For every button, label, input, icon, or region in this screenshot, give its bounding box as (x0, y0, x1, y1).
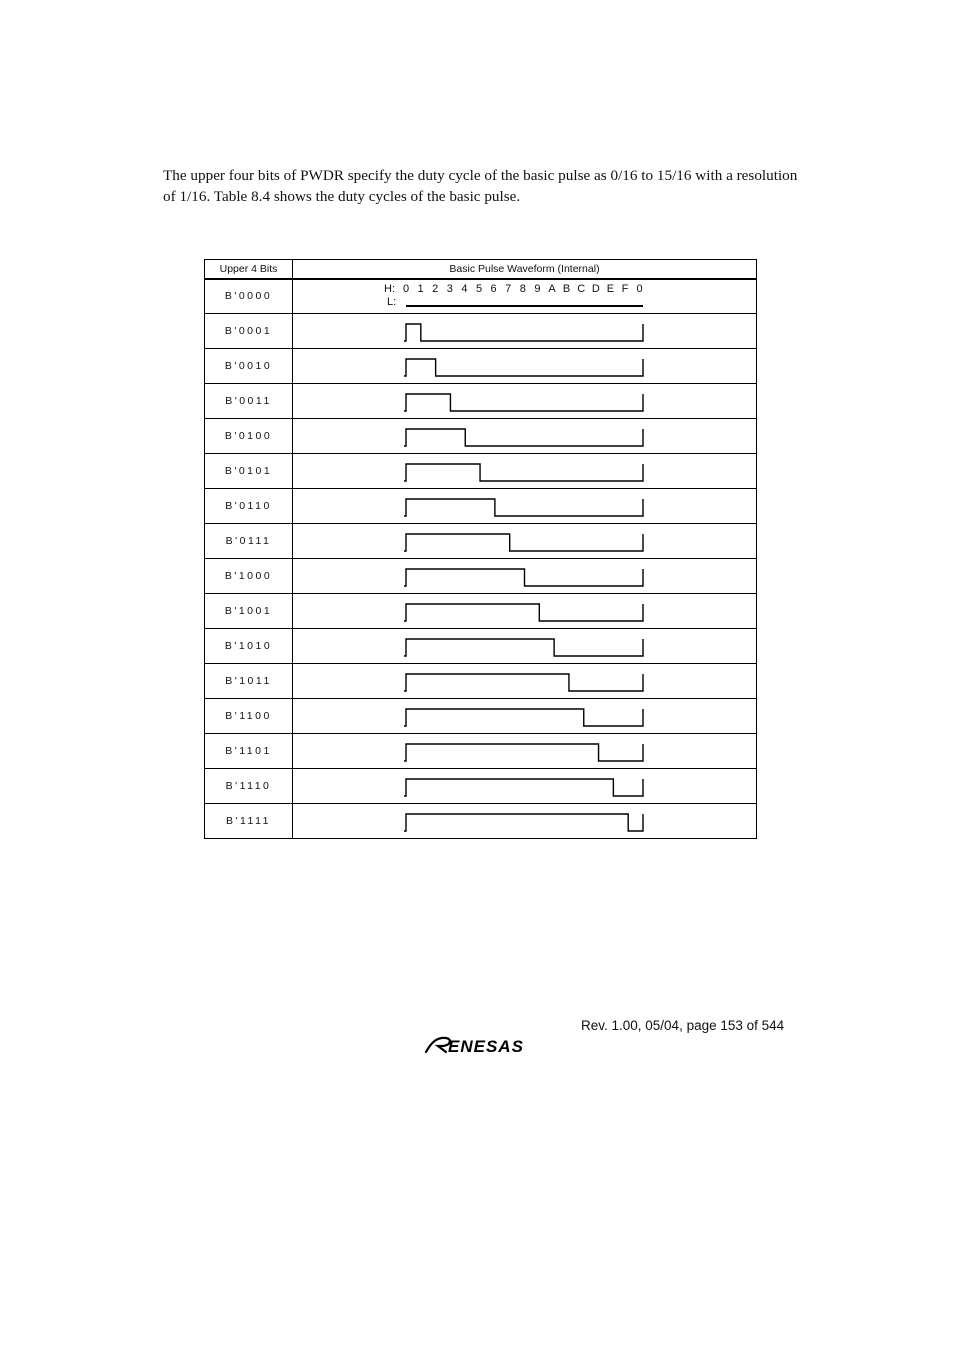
table-row (205, 418, 757, 453)
table-row (205, 383, 757, 418)
pulse-trace (404, 569, 643, 586)
renesas-logo (424, 1035, 542, 1060)
table-row (205, 768, 757, 803)
pulse-trace (404, 674, 643, 691)
pulse-waveform (293, 594, 756, 629)
upper-bits-value: B'0101 (205, 453, 293, 488)
table-header-row (205, 260, 757, 280)
upper-bits-value: B'0011 (205, 383, 293, 418)
table-row (205, 453, 757, 488)
waveform-cell (293, 663, 757, 698)
svg-text:ENESAS: ENESAS (448, 1037, 524, 1055)
upper-bits-value: B'0010 (205, 348, 293, 383)
upper-bits-value: B'1111 (205, 803, 293, 838)
pulse-waveform (293, 384, 756, 419)
scale-tick-label: F (621, 283, 629, 295)
pulse-waveform (293, 454, 756, 489)
upper-bits-value: B'1001 (205, 593, 293, 628)
pulse-trace (404, 324, 643, 341)
basic-pulse-duty-table (204, 259, 757, 839)
scale-tick-label: 8 (519, 283, 526, 295)
pulse-waveform (293, 664, 756, 699)
upper-bits-value: B'0000 (205, 279, 293, 313)
upper-bits-value: B'0110 (205, 488, 293, 523)
pulse-trace (404, 534, 643, 551)
pulse-trace (404, 744, 643, 761)
pulse-waveform (293, 349, 756, 384)
table-row (205, 488, 757, 523)
waveform-cell (293, 279, 757, 313)
pulse-trace (404, 499, 643, 516)
pulse-waveform (293, 489, 756, 524)
pulse-trace (404, 639, 643, 656)
waveform-cell (293, 733, 757, 768)
table-row (205, 279, 757, 313)
upper-bits-value: B'1010 (205, 628, 293, 663)
waveform-cell (293, 348, 757, 383)
scale-tick-label: 0 (402, 283, 410, 295)
page-revision-footer: Rev. 1.00, 05/04, page 153 of 544 (581, 1018, 785, 1033)
waveform-cell (293, 558, 757, 593)
low-level-line (406, 305, 643, 307)
upper-bits-value: B'0001 (205, 313, 293, 348)
scale-tick-label: 5 (475, 283, 483, 295)
pulse-waveform (293, 769, 756, 804)
scale-tick-label: 3 (446, 283, 453, 295)
pulse-trace (404, 464, 643, 481)
scale-tick-label: 4 (461, 283, 468, 295)
pulse-waveform (293, 559, 756, 594)
pulse-waveform (293, 314, 756, 349)
waveform-cell (293, 453, 757, 488)
waveform-cell (293, 313, 757, 348)
pulse-waveform (293, 734, 756, 769)
waveform-cell (293, 488, 757, 523)
table-row (205, 628, 757, 663)
pulse-waveform (293, 699, 756, 734)
pulse-waveform (293, 629, 756, 664)
waveform-cell (293, 523, 757, 558)
waveform-cell (293, 768, 757, 803)
scale-tick-label: 7 (505, 283, 512, 295)
upper-bits-value: B'0111 (205, 523, 293, 558)
waveform-scale (293, 280, 756, 314)
table-row (205, 558, 757, 593)
pulse-trace (404, 429, 643, 446)
pulse-waveform (293, 419, 756, 454)
pulse-trace (404, 779, 643, 796)
waveform-column-header: Basic Pulse Waveform (Internal) (293, 260, 757, 280)
waveform-cell (293, 628, 757, 663)
scale-tick-label: B (562, 283, 571, 295)
table-row (205, 663, 757, 698)
high-level-label: H: (384, 283, 395, 295)
waveform-cell (293, 418, 757, 453)
intro-paragraph: The upper four bits of PWDR specify the duty cycle of the basic pulse as 0/16 to 15/16 with a resolution of 1/16. Table 8.4 shows the duty cycles of the basic pulse. (163, 167, 798, 205)
scale-tick-label: A (548, 283, 556, 295)
scale-tick-label: 1 (417, 283, 424, 295)
scale-tick-label: E (606, 283, 615, 295)
pulse-trace (404, 394, 643, 411)
table-row (205, 698, 757, 733)
upper-bits-value: B'0100 (205, 418, 293, 453)
waveform-cell (293, 593, 757, 628)
table-row (205, 348, 757, 383)
pulse-waveform (293, 524, 756, 559)
scale-tick-label: 0 (636, 283, 643, 295)
pulse-trace (404, 359, 643, 376)
table-row (205, 803, 757, 838)
pulse-waveform (293, 804, 756, 839)
pulse-trace (404, 814, 643, 831)
table-row (205, 593, 757, 628)
upper-bits-value: B'1110 (205, 768, 293, 803)
scale-tick-label: 9 (534, 283, 541, 295)
scale-tick-label: 6 (490, 283, 497, 295)
table-body (205, 279, 757, 838)
scale-tick-label: D (591, 283, 600, 295)
waveform-cell (293, 383, 757, 418)
table-row (205, 733, 757, 768)
upper-bits-value: B'1100 (205, 698, 293, 733)
low-level-label: L: (387, 296, 397, 308)
pulse-trace (404, 604, 643, 621)
upper-bits-value: B'1101 (205, 733, 293, 768)
pulse-trace (404, 709, 643, 726)
upper-bits-value: B'1011 (205, 663, 293, 698)
waveform-cell (293, 698, 757, 733)
table-row (205, 523, 757, 558)
upper-bits-value: B'1000 (205, 558, 293, 593)
scale-tick-label: C (577, 283, 586, 295)
waveform-cell (293, 803, 757, 838)
table-row (205, 313, 757, 348)
scale-tick-label: 2 (432, 283, 439, 295)
bits-column-header: Upper 4 Bits (205, 260, 293, 280)
